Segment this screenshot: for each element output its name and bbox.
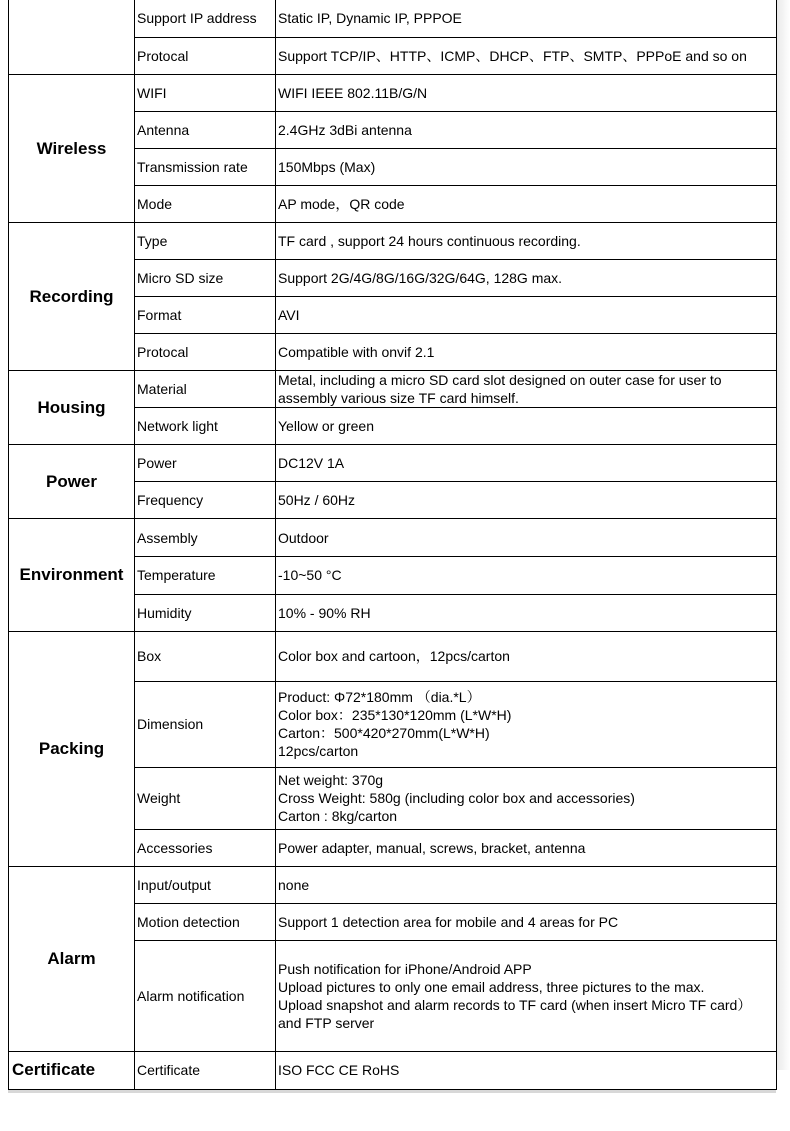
- spec-label: Power: [135, 445, 276, 482]
- group-cell-network: [9, 0, 135, 75]
- spec-value: WIFI IEEE 802.11B/G/N: [276, 75, 777, 112]
- spec-row: [9, 1051, 777, 1089]
- spec-label: Weight: [135, 767, 276, 829]
- spec-row: [9, 445, 777, 482]
- group-cell-environment: Environment: [9, 519, 135, 631]
- spec-value: AVI: [276, 297, 777, 334]
- spec-value: Net weight: 370g Cross Weight: 580g (including color box and accessories) Carton : 8kg/carton: [276, 767, 777, 829]
- spec-value: ISO FCC CE RoHS: [276, 1051, 777, 1089]
- group-cell-power: Power: [9, 445, 135, 519]
- spec-label: Material: [135, 371, 276, 408]
- spec-row: [9, 371, 777, 408]
- spec-value: Metal, including a micro SD card slot designed on outer case for user to assembly various size TF card himself.: [276, 371, 777, 408]
- spec-value: Support TCP/IP、HTTP、ICMP、DHCP、FTP、SMTP、PPPoE and so on: [276, 38, 777, 75]
- spec-label: Humidity: [135, 594, 276, 631]
- spec-row: [9, 0, 777, 38]
- spec-value: Support 1 detection area for mobile and 4 areas for PC: [276, 903, 777, 940]
- spec-value: 2.4GHz 3dBi antenna: [276, 112, 777, 149]
- spec-label: Network light: [135, 408, 276, 445]
- spec-label: Micro SD size: [135, 260, 276, 297]
- spec-label: Certificate: [135, 1051, 276, 1089]
- spec-value: Yellow or green: [276, 408, 777, 445]
- spec-label: Type: [135, 223, 276, 260]
- group-cell-certificate: Certificate: [9, 1051, 135, 1089]
- spec-label: Assembly: [135, 519, 276, 557]
- spec-value: Power adapter, manual, screws, bracket, antenna: [276, 829, 777, 866]
- spec-label: Support IP address: [135, 0, 276, 38]
- spec-label: Frequency: [135, 482, 276, 519]
- page-shadow-bottom: [8, 1090, 776, 1093]
- spec-value: DC12V 1A: [276, 445, 777, 482]
- spec-label: WIFI: [135, 75, 276, 112]
- spec-table: [8, 0, 777, 1090]
- spec-label: Dimension: [135, 681, 276, 767]
- spec-value: 50Hz / 60Hz: [276, 482, 777, 519]
- group-cell-recording: Recording: [9, 223, 135, 371]
- group-cell-housing: Housing: [9, 371, 135, 445]
- spec-value: 150Mbps (Max): [276, 149, 777, 186]
- spec-value: TF card , support 24 hours continuous recording.: [276, 223, 777, 260]
- spec-label: Protocal: [135, 38, 276, 75]
- spec-value: Outdoor: [276, 519, 777, 557]
- spec-label: Format: [135, 297, 276, 334]
- spec-label: Mode: [135, 186, 276, 223]
- page-shadow-right: [776, 0, 790, 1070]
- spec-label: Motion detection: [135, 903, 276, 940]
- spec-value: 10% - 90% RH: [276, 594, 777, 631]
- group-cell-alarm: Alarm: [9, 866, 135, 1051]
- spec-label: Alarm notification: [135, 940, 276, 1051]
- spec-label: Temperature: [135, 557, 276, 594]
- spec-label: Box: [135, 631, 276, 681]
- spec-value: -10~50 °C: [276, 557, 777, 594]
- spec-row: [9, 75, 777, 112]
- spec-row: [9, 631, 777, 681]
- spec-label: Accessories: [135, 829, 276, 866]
- group-cell-wireless: Wireless: [9, 75, 135, 223]
- spec-label: Antenna: [135, 112, 276, 149]
- spec-value: Static IP, Dynamic IP, PPPOE: [276, 0, 777, 38]
- spec-value: none: [276, 866, 777, 903]
- spec-label: Protocal: [135, 334, 276, 371]
- spec-value: AP mode，QR code: [276, 186, 777, 223]
- spec-row: [9, 866, 777, 903]
- spec-value: Color box and cartoon，12pcs/carton: [276, 631, 777, 681]
- spec-row: [9, 519, 777, 557]
- spec-row: [9, 223, 777, 260]
- group-cell-packing: Packing: [9, 631, 135, 866]
- spec-value: Compatible with onvif 2.1: [276, 334, 777, 371]
- spec-value: Product: Φ72*180mm （dia.*L） Color box：235*130*120mm (L*W*H) Carton：500*420*270mm(L*W*H) 12pcs/carton: [276, 681, 777, 767]
- spec-value: Support 2G/4G/8G/16G/32G/64G, 128G max.: [276, 260, 777, 297]
- spec-value: Push notification for iPhone/Android APP Upload pictures to only one email address, three pictures to the max. Upload snapshot and alarm records to TF card (when insert Micro TF card） and FTP server: [276, 940, 777, 1051]
- spec-label: Transmission rate: [135, 149, 276, 186]
- spec-label: Input/output: [135, 866, 276, 903]
